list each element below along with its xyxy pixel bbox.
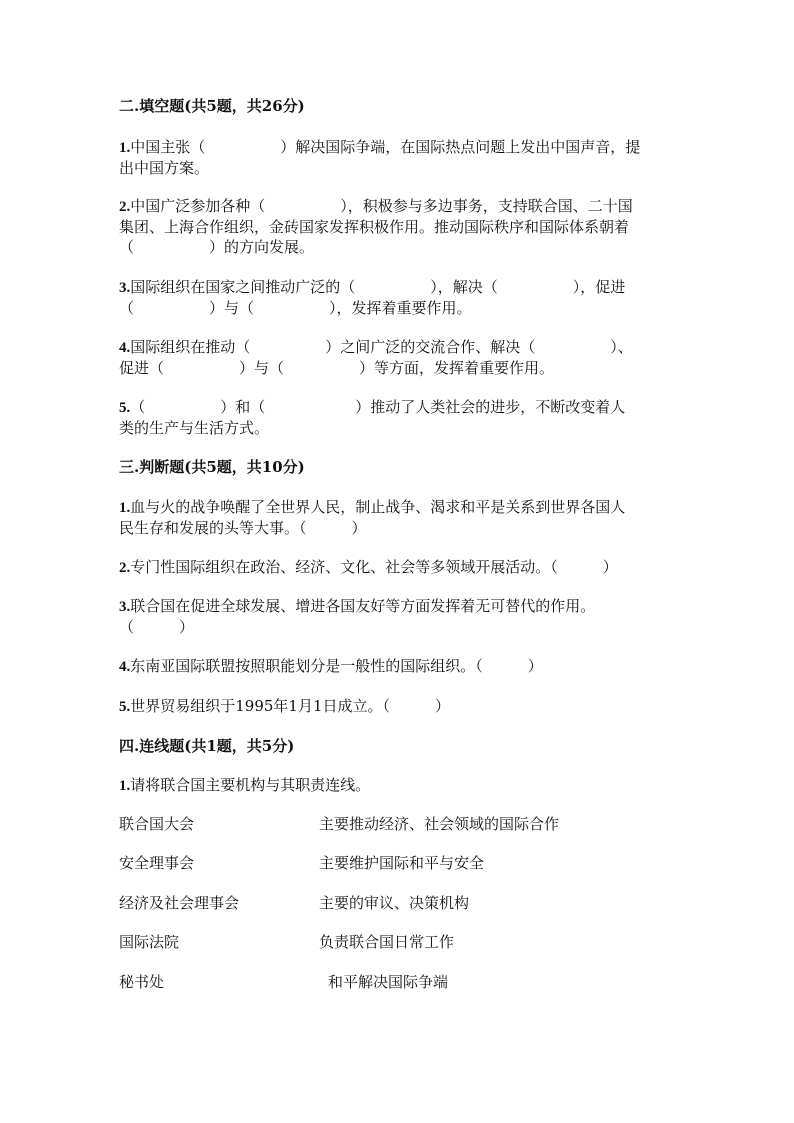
section-title-fill-blank: 二.填空题(共5题，共26分)	[119, 97, 305, 115]
question-text: 请将联合国主要机构与其职责连线。	[130, 776, 371, 794]
question-judge-2	[119, 557, 681, 578]
match-left-item: 秘书处	[119, 973, 165, 991]
question-line	[119, 277, 681, 298]
section-title-true-false: 三.判断题(共5题，共10分)	[119, 458, 305, 476]
question-text: 国际组织在推动（ ）之间广泛的交流合作、解决（ ）、	[130, 338, 633, 356]
question-line	[119, 775, 681, 796]
match-right-item: 主要的审议、决策机构	[319, 894, 470, 912]
question-number: 5.	[119, 400, 131, 416]
question-line	[119, 397, 681, 418]
question-judge-3	[119, 596, 681, 637]
match-right-item: 负责联合国日常工作	[319, 933, 455, 951]
match-left-item: 联合国大会	[119, 815, 195, 833]
question-number: 1.	[119, 140, 131, 156]
question-line	[119, 337, 681, 358]
question-line: 集团、上海合作组织，金砖国家发挥积极作用。推动国际秩序和国际体系朝着	[119, 218, 630, 236]
question-text: 中国广泛参加各种（ ），积极参与多边事务，支持联合国、二十国	[130, 197, 633, 215]
question-number: 4.	[119, 659, 131, 675]
section-title-matching: 四.连线题(共1题，共5分)	[119, 737, 295, 755]
question-match-1	[119, 775, 681, 796]
question-text: （ ）和（ ）推动了人类社会的进步，不断改变着人	[130, 398, 626, 416]
question-number: 1.	[119, 500, 131, 516]
question-number: 3.	[119, 280, 131, 296]
question-line	[119, 656, 681, 677]
question-line	[119, 497, 681, 518]
question-fill-1	[119, 137, 681, 178]
question-text: 世界贸易组织于1995年1月1日成立。（ ）	[130, 697, 451, 715]
question-line: （ ）与（ ），发挥着重要作用。	[119, 299, 472, 317]
match-right-item: 和平解决国际争端	[328, 973, 449, 991]
question-number: 2.	[119, 199, 131, 215]
match-left-item: 安全理事会	[119, 854, 195, 872]
question-line	[119, 596, 681, 617]
question-number: 5.	[119, 699, 131, 715]
question-text: 中国主张（ ）解决国际争端，在国际热点问题上发出中国声音，提	[130, 138, 641, 156]
question-fill-2	[119, 196, 681, 257]
question-line: 民生存和发展的头等大事。（ ）	[119, 519, 367, 537]
question-fill-4	[119, 337, 681, 378]
question-judge-4	[119, 656, 681, 677]
match-left-item: 国际法院	[119, 933, 180, 951]
question-line: 类的生产与生活方式。	[119, 419, 270, 437]
question-line: 促进（ ）与（ ）等方面，发挥着重要作用。	[119, 359, 555, 377]
question-line: （ ）	[119, 618, 195, 636]
match-right-item: 主要推动经济、社会领域的国际合作	[319, 815, 560, 833]
question-line	[119, 557, 681, 578]
question-line: 出中国方案。	[119, 159, 210, 177]
question-fill-5	[119, 397, 681, 438]
question-judge-1	[119, 497, 681, 538]
question-text: 专门性国际组织在政治、经济、文化、社会等多领域开展活动。（ ）	[130, 558, 618, 576]
question-number: 3.	[119, 599, 131, 615]
question-text: 东南亚国际联盟按照职能划分是一般性的国际组织。（ ）	[130, 657, 543, 675]
question-fill-3	[119, 277, 681, 318]
question-line	[119, 137, 681, 158]
question-line	[119, 196, 681, 217]
match-left-item: 经济及社会理事会	[119, 894, 240, 912]
match-right-item: 主要维护国际和平与安全	[319, 854, 485, 872]
question-number: 2.	[119, 560, 131, 576]
question-number: 1.	[119, 778, 131, 794]
question-judge-5	[119, 696, 681, 717]
question-text: 血与火的战争唤醒了全世界人民，制止战争、渴求和平是关系到世界各国人	[130, 498, 626, 516]
question-line	[119, 696, 681, 717]
question-line: （ ）的方向发展。	[119, 238, 315, 256]
question-text: 国际组织在国家之间推动广泛的（ ），解决（ ），促进	[130, 278, 626, 296]
question-number: 4.	[119, 340, 131, 356]
question-text: 联合国在促进全球发展、增进各国友好等方面发挥着无可替代的作用。	[130, 597, 596, 615]
